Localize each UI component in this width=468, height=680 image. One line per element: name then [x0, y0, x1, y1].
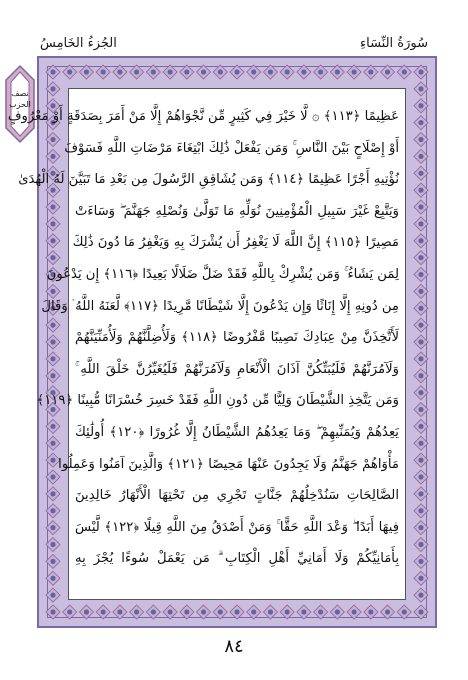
ornament-tile [414, 369, 428, 383]
ornament-tile [414, 183, 428, 197]
ornament-tile [247, 605, 261, 619]
verse-line: بِأَمَانِيِّكُمْ وَلَا أَمَانِيِّ أَهْلِ الْكِتَابِ ۗ مَن يَعْمَلْ سُوءًا يُجْزَ بِهِ [75, 551, 399, 567]
ornament-tile [381, 65, 395, 79]
ornament-tile [347, 65, 361, 79]
ornament-tile [46, 487, 60, 501]
ornament-tile [314, 605, 328, 619]
ornament-tile [96, 605, 110, 619]
ornament-tile [46, 65, 60, 79]
ornament-tile [414, 386, 428, 400]
ornament-tile [414, 149, 428, 163]
ornament-tile [414, 133, 428, 147]
ornament-tile [180, 65, 194, 79]
ornament-tile [263, 605, 277, 619]
ornament-tile [297, 605, 311, 619]
ornament-tile [414, 65, 428, 79]
ornament-tile [414, 504, 428, 518]
ornament-tile [414, 352, 428, 366]
ornament-tile [397, 65, 411, 79]
ornament-tile [46, 352, 60, 366]
ornament-tile [364, 605, 378, 619]
ornament-tile [414, 436, 428, 450]
ornament-tile [330, 65, 344, 79]
ornament-tile [414, 605, 428, 619]
ornament-tile [46, 521, 60, 535]
ornament-tile [46, 217, 60, 231]
ornament-tile [113, 605, 127, 619]
verse-line: وَلَآمُرَنَّهُمْ فَلَيُبَتِّكُنَّ آذَانَ الْأَنْعَامِ وَلَآمُرَنَّهُمْ فَلَيُغَيِّرُنَّ خَلْقَ اللَّهِ ۚ [75, 361, 399, 377]
ornament-tile [79, 605, 93, 619]
ornament-tile [230, 605, 244, 619]
ornament-tile [113, 65, 127, 79]
page-number: ٨٤ [224, 636, 244, 657]
ornament-tile [46, 335, 60, 349]
ornament-tile [146, 65, 160, 79]
ornament-tile [414, 403, 428, 417]
ornament-tile [163, 65, 177, 79]
ornament-tile [414, 419, 428, 433]
juz-name: الجُزءُ الخَامِسُ [40, 36, 117, 51]
ornament-tile [414, 166, 428, 180]
ornament-tile [414, 470, 428, 484]
ornament-tile [414, 234, 428, 248]
verse-line: نُؤْتِيهِ أَجْرًا عَظِيمًا ﴿١١٤﴾ وَمَن يُشَاقِقِ الرَّسُولَ مِن بَعْدِ مَا تَبَيَّنَ لَهُ الْهُدَىٰ [18, 172, 399, 188]
verse-line: وَيَتَّبِعْ غَيْرَ سَبِيلِ الْمُؤْمِنِينَ نُوَلِّهِ مَا تَوَلَّىٰ وَنُصْلِهِ جَهَنَّمَ ۖ وَسَاءَتْ [75, 203, 399, 219]
verse-line: مِن دُونِهِ إِلَّا إِنَاثًا وَإِن يَدْعُونَ إِلَّا شَيْطَانًا مَّرِيدًا ﴿١١٧﴾ لَّعَنَهُ اللَّهُ ۘ وَقَالَ [41, 298, 399, 314]
ornament-tile [414, 453, 428, 467]
ornament-tile [414, 217, 428, 231]
ornament-tile [63, 605, 77, 619]
ornament-tile [46, 554, 60, 568]
ornament-tile [46, 588, 60, 602]
ornament-tile [46, 419, 60, 433]
verse-line: أَوْ إِصْلَاحٍ بَيْنَ النَّاسِ ۚ وَمَن يَفْعَلْ ذَٰلِكَ ابْتِغَاءَ مَرْضَاتِ اللَّهِ فَسَوْفَ [64, 140, 399, 156]
ornament-tile [197, 605, 211, 619]
ornament-tile [130, 605, 144, 619]
ornament-tile [414, 200, 428, 214]
ornament-tile [347, 605, 361, 619]
ornament-tile [46, 82, 60, 96]
ornament-tile [46, 234, 60, 248]
ornament-tile [314, 65, 328, 79]
verse-line: الصَّالِحَاتِ سَنُدْخِلُهُمْ جَنَّاتٍ تَجْرِي مِن تَحْتِهَا الْأَنْهَارُ خَالِدِينَ [75, 488, 399, 504]
ornament-tile [46, 571, 60, 585]
ornament-tile [46, 538, 60, 552]
ornament-tile [414, 571, 428, 585]
ornament-tile [46, 149, 60, 163]
ornament-tile [381, 605, 395, 619]
ornament-tile [364, 65, 378, 79]
ornament-tile [414, 99, 428, 113]
ornament-tile [213, 65, 227, 79]
ornament-tile [414, 251, 428, 265]
ornament-tile [263, 65, 277, 79]
ornament-tile [414, 554, 428, 568]
ornament-tile [180, 605, 194, 619]
ornament-tile [414, 116, 428, 130]
ornament-tile [330, 605, 344, 619]
verse-line: مَأْوَاهُمْ جَهَنَّمُ وَلَا يَجِدُونَ عَنْهَا مَحِيصًا ﴿١٢١﴾ وَالَّذِينَ آمَنُوا وَعَمِلُوا [58, 456, 399, 472]
ornament-tile [280, 605, 294, 619]
ornament-tile [414, 335, 428, 349]
ornament-tile [414, 82, 428, 96]
ornament-tile [414, 521, 428, 535]
ornament-tile [297, 65, 311, 79]
ornament-tile [247, 65, 261, 79]
ornament-tile [46, 504, 60, 518]
ornament-tile [414, 268, 428, 282]
ornament-tile [414, 588, 428, 602]
verse-line: وَمَن يَتَّخِذِ الشَّيْطَانَ وَلِيًّا مِّن دُونِ اللَّهِ فَقَدْ خَسِرَ خُسْرَانًا مُّبِينًا ﴿١١٩﴾ [36, 393, 399, 409]
ornament-tile [414, 318, 428, 332]
ornament-tile [63, 65, 77, 79]
ornament-tile [213, 605, 227, 619]
verse-line: لَأَتَّخِذَنَّ مِنْ عِبَادِكَ نَصِيبًا مَّفْرُوضًا ﴿١١٨﴾ وَلَأُضِلَّنَّهُمْ وَلَأُمَنِّيَنَّهُمْ [75, 330, 399, 346]
verse-line: مَصِيرًا ﴿١١٥﴾ إِنَّ اللَّهَ لَا يَغْفِرُ أَن يُشْرَكَ بِهِ وَيَغْفِرُ مَا دُونَ ذَٰلِكَ [72, 235, 399, 251]
verse-line: لِمَن يَشَاءُ ۚ وَمَن يُشْرِكْ بِاللَّهِ فَقَدْ ضَلَّ ضَلَالًا بَعِيدًا ﴿١١٦﴾ إِن يَدْعُونَ [46, 266, 399, 282]
ornament-tile [414, 538, 428, 552]
ornament-tile [46, 369, 60, 383]
ornament-tile [46, 133, 60, 147]
verse-line: عَظِيمًا ﴿١١٣﴾ ۞ لَّا خَيْرَ فِي كَثِيرٍ مِّن نَّجْوَاهُمْ إِلَّا مَنْ أَمَرَ بِصَدَقَةٍ أَوْ مَعْرُوفٍ [7, 109, 399, 124]
hizb-label: نصف الحزب [9, 89, 31, 109]
ornament-tile [46, 200, 60, 214]
ornament-tile [414, 487, 428, 501]
ornament-tile [130, 65, 144, 79]
ornament-tile [414, 301, 428, 315]
ornament-tile [79, 65, 93, 79]
ornament-tile [163, 605, 177, 619]
ornament-tile [146, 605, 160, 619]
verse-line: فِيهَا أَبَدًا ۖ وَعْدَ اللَّهِ حَقًّا ۚ وَمَنْ أَصْدَقُ مِنَ اللَّهِ قِيلًا ﴿١٢٢﴾ لَّيْسَ [75, 519, 399, 535]
ornament-tile [197, 65, 211, 79]
verse-line: يَعِدُهُمْ وَيُمَنِّيهِمْ ۖ وَمَا يَعِدُهُمُ الشَّيْطَانُ إِلَّا غُرُورًا ﴿١٢٠﴾ أُولَٰئِكَ [75, 424, 399, 440]
surah-name: سُورَةُ النِّسَاءِ [360, 36, 428, 51]
ornament-tile [280, 65, 294, 79]
ornament-tile [414, 284, 428, 298]
ornament-tile [46, 605, 60, 619]
ornament-tile [230, 65, 244, 79]
ornament-tile [96, 65, 110, 79]
ornament-tile [397, 605, 411, 619]
